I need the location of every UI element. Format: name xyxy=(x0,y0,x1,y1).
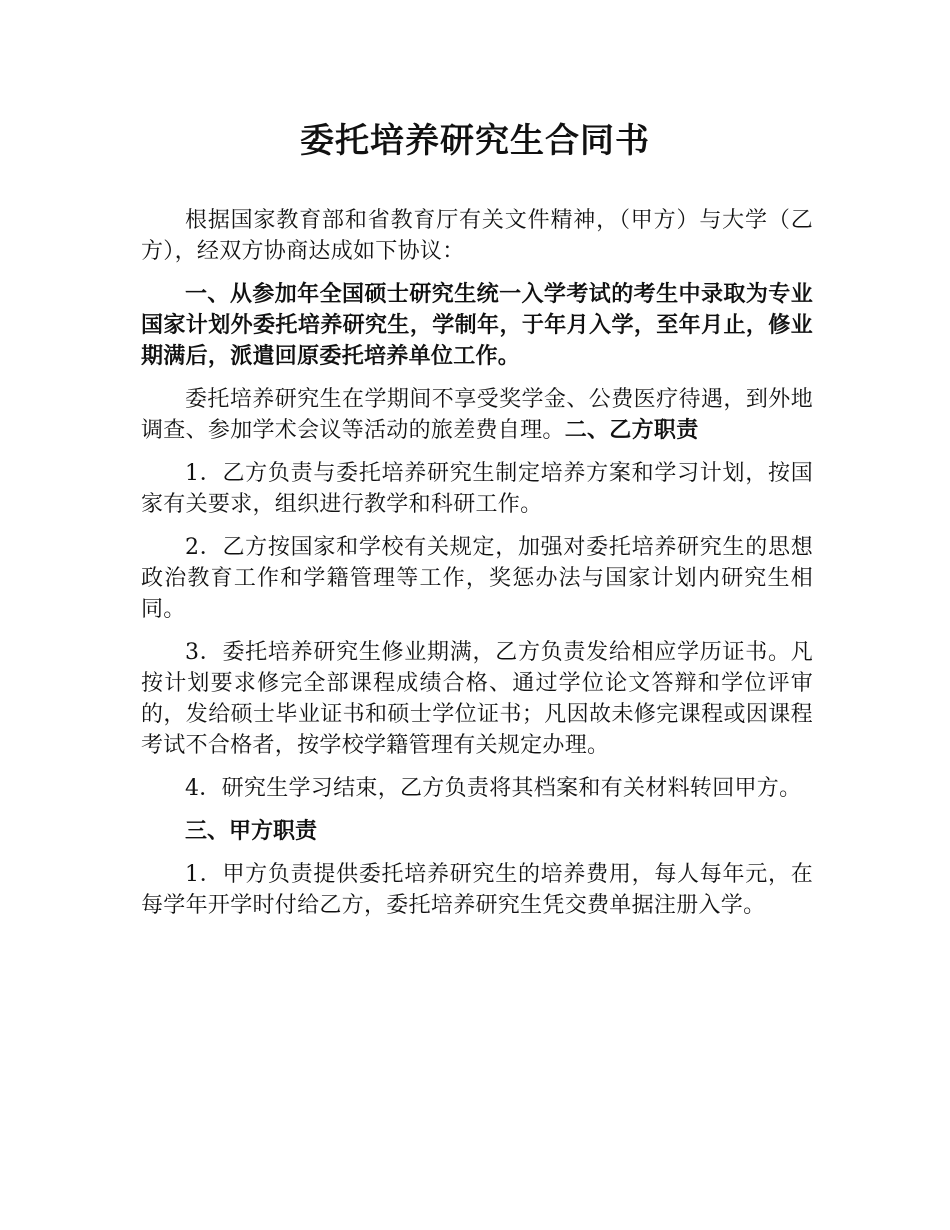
section-2-heading: 二、乙方职责 xyxy=(564,418,699,443)
clause-1-note-text: 委托培养研究生在学期间不享受奖学金、公费医疗待遇，到外地调查、参加学术会议等活动的旅差费自理。 xyxy=(141,387,813,443)
section-3-heading: 三、甲方职责 xyxy=(185,819,318,844)
section-2-item-2: 2．乙方按国家和学校有关规定，加强对委托培养研究生的思想政治教育工作和学籍管理等工作，奖惩办法与国家计划内研究生相同。 xyxy=(141,535,813,622)
document-body xyxy=(141,205,813,933)
document-title: 委托培养研究生合同书 xyxy=(300,121,650,161)
clause-1-note-paragraph xyxy=(141,384,813,446)
intro-paragraph: 根据国家教育部和省教育厅有关文件精神，（甲方）与大学（乙方），经双方协商达成如下协议： xyxy=(141,208,813,264)
section-2-item-3: 3．委托培养研究生修业期满，乙方负责发给相应学历证书。凡按计划要求修完全部课程成绩合格、通过学位论文答辩和学位评审的，发给硕士毕业证书和硕士学位证书；凡因故未修完课程或因课程考试不合格者，按学校学籍管理有关规定办理。 xyxy=(141,640,813,758)
section-3-item-1: 1．甲方负责提供委托培养研究生的培养费用，每人每年元，在每学年开学时付给乙方，委托培养研究生凭交费单据注册入学。 xyxy=(141,862,813,918)
section-2-item-1: 1．乙方负责与委托培养研究生制定培养方案和学习计划，按国家有关要求，组织进行教学和科研工作。 xyxy=(141,461,813,517)
clause-1-paragraph: 一、从参加年全国硕士研究生统一入学考试的考生中录取为专业国家计划外委托培养研究生，学制年，于年月入学，至年月止，修业期满后，派遣回原委托培养单位工作。 xyxy=(141,282,813,369)
section-2-item-4: 4．研究生学习结束，乙方负责将其档案和有关材料转回甲方。 xyxy=(185,776,802,801)
